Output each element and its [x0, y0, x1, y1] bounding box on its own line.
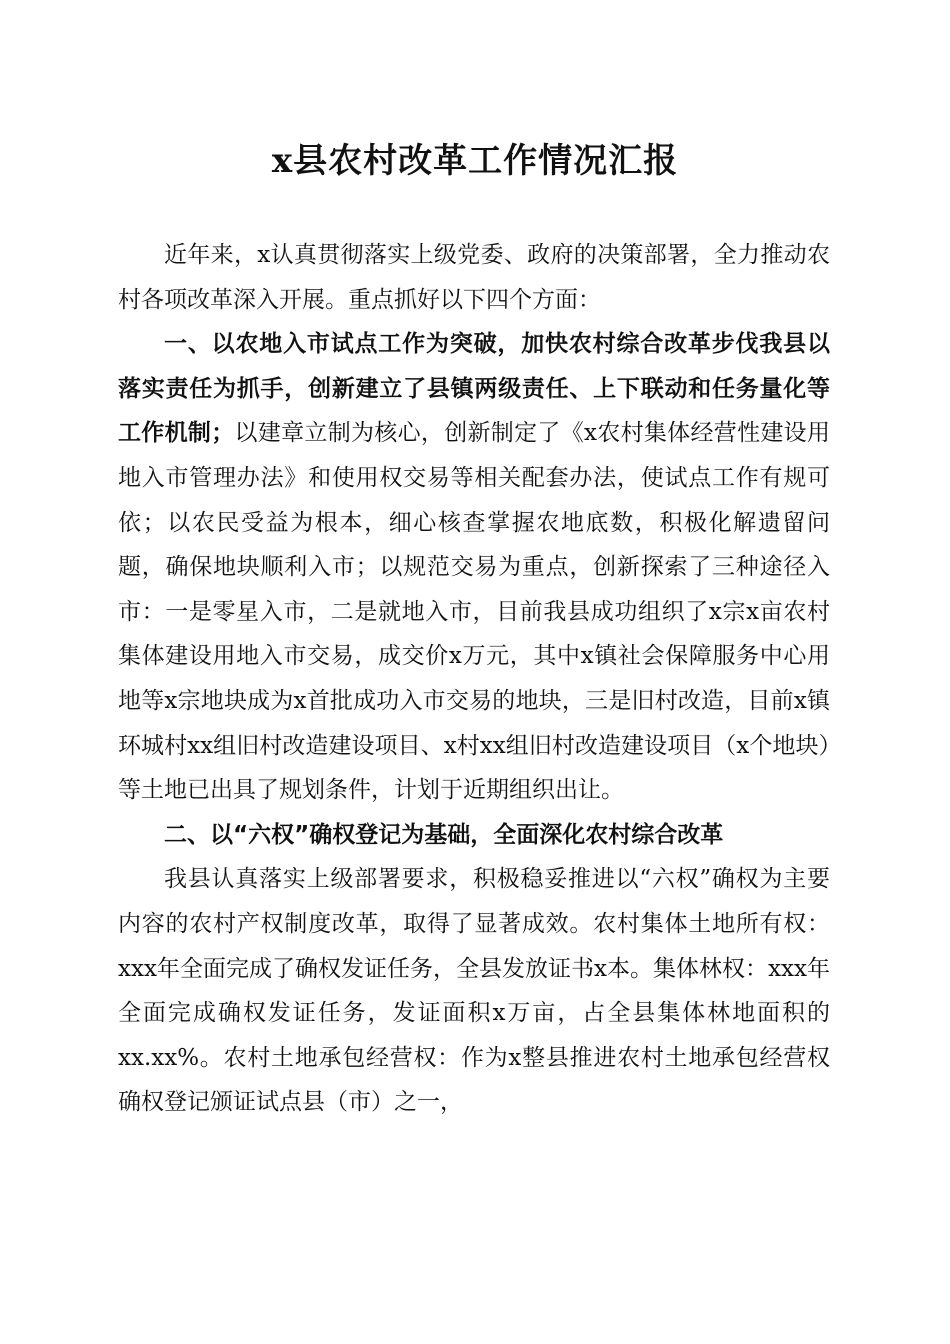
section-1-body: 以建章立制为核心，创新制定了《x农村集体经营性建设用地入市管理办法》和使用权交易等相关配套办法，使试点工作有规可依；以农民受益为根本，细心核查掌握农地底数，积极化解遗留问题，确保地块顺利入市；以规范交易为重点，创新探索了三种途径入市：一是零星入市，二是就地入市，目前我县成功组织了x宗x亩农村集体建设用地入市交易，成交价x万元，其中x镇社会保障服务中心用地等x宗地块成为x首批成功入市交易的地块，三是旧村改造，目前x镇环城村xx组旧村改造建设项目、x村xx组旧村改造建设项目（x个地块）等土地已出具了规划条件，计划于近期组织出让。: [118, 420, 830, 804]
section-2-paragraph: 我县认真落实上级部署要求，积极稳妥推进以“六权”确权为主要内容的农村产权制度改革，取得了显著成效。农村集体土地所有权：xxx年全面完成了确权发证任务，全县发放证书x本。集体林权：xxx年全面完成确权发证任务，发证面积x万亩，占全县集体林地面积的xx.xx%。农村土地承包经营权：作为x整县推进农村土地承包经营权确权登记颁证试点县（市）之一，: [118, 866, 830, 1116]
section-1-paragraph: [118, 322, 830, 813]
intro-paragraph: 近年来，x认真贯彻落实上级党委、政府的决策部署，全力推动农村各项改革深入开展。重点抓好以下四个方面：: [118, 242, 830, 313]
section-1-heading: 一、以农地入市试点工作为突破，加快农村综合改革步伐我县以落实责任为抓手，创新建立了县镇两级责任、上下联动和任务量化等工作机制；: [118, 331, 830, 447]
document-body: [118, 233, 830, 1125]
section-2-heading: 二、以“六权”确权登记为基础，全面深化农村综合改革: [164, 821, 724, 848]
document-title: x县农村改革工作情况汇报: [271, 141, 679, 181]
